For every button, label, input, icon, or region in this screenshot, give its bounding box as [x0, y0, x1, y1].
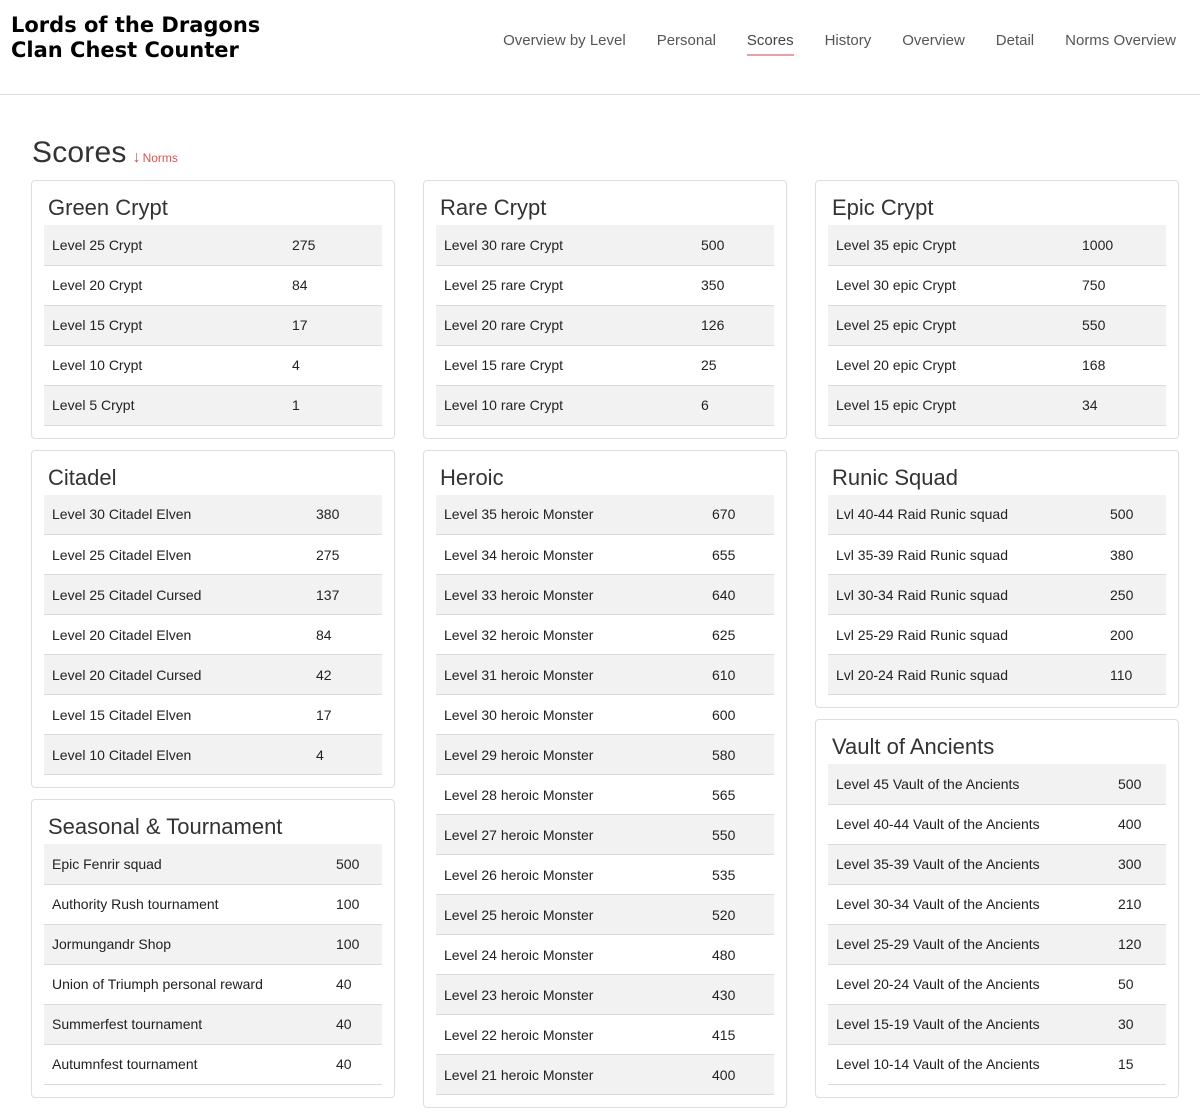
score-table [436, 225, 774, 426]
score-label: Level 27 heroic Monster [436, 815, 704, 855]
score-label: Level 20 rare Crypt [436, 305, 693, 345]
table-row [828, 884, 1166, 924]
score-value: 580 [704, 735, 774, 775]
main-nav [503, 31, 1176, 56]
score-value: 6 [693, 385, 774, 425]
score-label: Level 30 rare Crypt [436, 225, 693, 265]
score-value: 4 [284, 345, 382, 385]
card-title: Citadel [48, 464, 117, 490]
score-value: 42 [308, 655, 382, 695]
score-value: 550 [1074, 305, 1166, 345]
score-value: 380 [308, 495, 382, 535]
table-row [828, 764, 1166, 804]
card-seasonal-tournament [31, 799, 395, 1098]
table-row [828, 575, 1166, 615]
score-label: Level 10-14 Vault of the Ancients [828, 1044, 1110, 1084]
table-row [436, 385, 774, 425]
card-epic-crypt [815, 180, 1179, 439]
score-label: Level 25 Crypt [44, 225, 284, 265]
score-label: Level 10 Crypt [44, 345, 284, 385]
score-label: Level 15-19 Vault of the Ancients [828, 1004, 1110, 1044]
table-row [828, 535, 1166, 575]
table-row [436, 305, 774, 345]
score-table [828, 495, 1166, 696]
score-label: Lvl 20-24 Raid Runic squad [828, 655, 1102, 695]
table-row [436, 1015, 774, 1055]
nav-detail[interactable]: Detail [995, 32, 1035, 49]
card-title: Seasonal & Tournament [48, 814, 283, 839]
score-value: 168 [1074, 345, 1166, 385]
card-green-crypt [31, 180, 395, 439]
score-label: Level 40-44 Vault of the Ancients [828, 804, 1110, 844]
table-row [828, 265, 1166, 305]
score-label: Level 20 Citadel Cursed [44, 655, 308, 695]
table-row [436, 345, 774, 385]
score-label: Level 20 epic Crypt [828, 345, 1074, 385]
score-label: Level 10 Citadel Elven [44, 735, 308, 775]
score-label: Level 35-39 Vault of the Ancients [828, 844, 1110, 884]
table-row [436, 775, 774, 815]
score-value: 640 [704, 575, 774, 615]
score-value: 4 [308, 735, 382, 775]
score-table [44, 844, 382, 1085]
nav-overview[interactable]: Overview [902, 32, 965, 49]
score-table [44, 225, 382, 426]
score-value: 110 [1102, 655, 1166, 695]
table-row [44, 385, 382, 425]
card-runic-squad [815, 450, 1179, 709]
arrow-down-icon: ↓ [132, 149, 141, 166]
score-label: Level 26 heroic Monster [436, 855, 704, 895]
score-label: Level 30 Citadel Elven [44, 495, 308, 535]
score-label: Level 21 heroic Monster [436, 1055, 704, 1095]
score-value: 535 [704, 855, 774, 895]
card-rare-crypt [423, 180, 787, 439]
score-label: Level 25 heroic Monster [436, 895, 704, 935]
column-right [815, 180, 1179, 1109]
score-value: 210 [1110, 884, 1166, 924]
score-value: 137 [308, 575, 382, 615]
score-value: 415 [704, 1015, 774, 1055]
score-label: Level 45 Vault of the Ancients [828, 764, 1110, 804]
score-value: 520 [704, 895, 774, 935]
score-value: 750 [1074, 265, 1166, 305]
table-row [828, 495, 1166, 535]
table-row [436, 615, 774, 655]
table-row [436, 535, 774, 575]
table-row [44, 495, 382, 535]
score-value: 610 [704, 655, 774, 695]
score-label: Level 15 epic Crypt [828, 385, 1074, 425]
score-label: Epic Fenrir squad [44, 844, 328, 884]
score-label: Level 25 rare Crypt [436, 265, 693, 305]
card-title: Rare Crypt [440, 195, 547, 220]
score-value: 500 [1110, 764, 1166, 804]
score-label: Summerfest tournament [44, 1004, 328, 1044]
score-value: 400 [704, 1055, 774, 1095]
score-value: 100 [328, 884, 382, 924]
score-value: 34 [1074, 385, 1166, 425]
score-label: Level 25-29 Vault of the Ancients [828, 924, 1110, 964]
score-value: 17 [284, 305, 382, 345]
score-label: Level 34 heroic Monster [436, 535, 704, 575]
score-value: 655 [704, 535, 774, 575]
score-label: Level 31 heroic Monster [436, 655, 704, 695]
table-row [436, 975, 774, 1015]
score-label: Level 15 rare Crypt [436, 345, 693, 385]
table-row [828, 924, 1166, 964]
score-value: 670 [704, 495, 774, 535]
table-row [828, 844, 1166, 884]
score-label: Level 30-34 Vault of the Ancients [828, 884, 1110, 924]
table-row [44, 1004, 382, 1044]
score-label: Level 20 Citadel Elven [44, 615, 308, 655]
nav-personal[interactable]: Personal [656, 32, 716, 49]
brand-logo[interactable] [11, 13, 260, 63]
score-value: 430 [704, 975, 774, 1015]
norms-link-label: Norms [142, 151, 178, 165]
score-value: 1 [284, 385, 382, 425]
score-label: Authority Rush tournament [44, 884, 328, 924]
score-value: 126 [693, 305, 774, 345]
table-row [44, 265, 382, 305]
table-row [44, 884, 382, 924]
score-value: 17 [308, 695, 382, 735]
score-value: 250 [1102, 575, 1166, 615]
score-label: Lvl 25-29 Raid Runic squad [828, 615, 1102, 655]
table-row [828, 655, 1166, 695]
score-value: 120 [1110, 924, 1166, 964]
score-label: Level 10 rare Crypt [436, 385, 693, 425]
score-value: 40 [328, 1044, 382, 1084]
score-label: Level 32 heroic Monster [436, 615, 704, 655]
score-label: Level 22 heroic Monster [436, 1015, 704, 1055]
table-row [44, 305, 382, 345]
card-vault-of-ancients [815, 719, 1179, 1098]
table-row [828, 804, 1166, 844]
table-row [436, 1055, 774, 1095]
table-row [436, 575, 774, 615]
table-row [828, 225, 1166, 265]
score-value: 25 [693, 345, 774, 385]
score-table [436, 495, 774, 1096]
score-value: 565 [704, 775, 774, 815]
score-label: Level 20 Crypt [44, 265, 284, 305]
brand-line-1: Lords of the Dragons [11, 13, 261, 37]
score-value: 625 [704, 615, 774, 655]
table-row [828, 964, 1166, 1004]
score-value: 30 [1110, 1004, 1166, 1044]
table-row [44, 1044, 382, 1084]
score-value: 480 [704, 935, 774, 975]
table-row [436, 655, 774, 695]
table-row [44, 655, 382, 695]
brand-line-2: Clan Chest Counter [11, 38, 239, 62]
table-row [436, 225, 774, 265]
table-row [44, 924, 382, 964]
table-row [828, 345, 1166, 385]
column-left [31, 180, 395, 1109]
page-title: Scores [32, 136, 127, 169]
score-label: Level 30 heroic Monster [436, 695, 704, 735]
score-value: 600 [704, 695, 774, 735]
column-middle [423, 180, 787, 1119]
score-value: 300 [1110, 844, 1166, 884]
table-row [436, 935, 774, 975]
score-label: Level 23 heroic Monster [436, 975, 704, 1015]
table-row [828, 385, 1166, 425]
table-row [436, 855, 774, 895]
score-value: 50 [1110, 964, 1166, 1004]
score-table [828, 764, 1166, 1085]
score-value: 84 [284, 265, 382, 305]
score-value: 275 [284, 225, 382, 265]
norms-link[interactable] [133, 149, 178, 167]
card-title: Vault of Ancients [832, 734, 995, 759]
score-value: 500 [328, 844, 382, 884]
card-title: Heroic [440, 464, 504, 490]
header [0, 0, 1200, 95]
score-label: Jormungandr Shop [44, 924, 328, 964]
card-citadel [31, 450, 395, 789]
table-row [44, 615, 382, 655]
score-value: 40 [328, 1004, 382, 1044]
nav-norms-overview[interactable]: Norms Overview [1065, 32, 1176, 49]
score-value: 550 [704, 815, 774, 855]
table-row [44, 964, 382, 1004]
nav-scores[interactable]: Scores [747, 31, 794, 56]
score-value: 350 [693, 265, 774, 305]
score-label: Lvl 35-39 Raid Runic squad [828, 535, 1102, 575]
score-value: 500 [1102, 495, 1166, 535]
nav-history[interactable]: History [824, 32, 872, 49]
score-label: Level 15 Citadel Elven [44, 695, 308, 735]
card-title: Epic Crypt [832, 195, 934, 220]
score-value: 100 [328, 924, 382, 964]
table-row [828, 305, 1166, 345]
table-row [436, 815, 774, 855]
score-label: Level 29 heroic Monster [436, 735, 704, 775]
score-label: Level 28 heroic Monster [436, 775, 704, 815]
table-row [44, 535, 382, 575]
score-value: 1000 [1074, 225, 1166, 265]
score-table [828, 225, 1166, 426]
score-label: Level 15 Crypt [44, 305, 284, 345]
score-label: Level 25 epic Crypt [828, 305, 1074, 345]
card-heroic [423, 450, 787, 1109]
table-row [828, 1004, 1166, 1044]
score-label: Lvl 30-34 Raid Runic squad [828, 575, 1102, 615]
table-row [436, 695, 774, 735]
score-label: Level 25 Citadel Cursed [44, 575, 308, 615]
score-label: Autumnfest tournament [44, 1044, 328, 1084]
score-label: Level 30 epic Crypt [828, 265, 1074, 305]
score-table [44, 495, 382, 776]
table-row [436, 895, 774, 935]
score-label: Lvl 40-44 Raid Runic squad [828, 495, 1102, 535]
score-label: Union of Triumph personal reward [44, 964, 328, 1004]
score-label: Level 5 Crypt [44, 385, 284, 425]
table-row [44, 735, 382, 775]
table-row [44, 345, 382, 385]
nav-overview-by-level[interactable]: Overview by Level [503, 32, 626, 49]
score-value: 380 [1102, 535, 1166, 575]
table-row [44, 695, 382, 735]
table-row [436, 495, 774, 535]
score-value: 84 [308, 615, 382, 655]
table-row [436, 265, 774, 305]
score-label: Level 24 heroic Monster [436, 935, 704, 975]
score-label: Level 35 heroic Monster [436, 495, 704, 535]
card-title: Green Crypt [48, 195, 168, 220]
score-value: 500 [693, 225, 774, 265]
table-row [436, 735, 774, 775]
score-value: 275 [308, 535, 382, 575]
page-heading [32, 136, 178, 170]
score-value: 40 [328, 964, 382, 1004]
table-row [44, 225, 382, 265]
score-value: 200 [1102, 615, 1166, 655]
card-title: Runic Squad [832, 464, 958, 490]
table-row [828, 615, 1166, 655]
score-label: Level 20-24 Vault of the Ancients [828, 964, 1110, 1004]
table-row [44, 575, 382, 615]
score-label: Level 25 Citadel Elven [44, 535, 308, 575]
table-row [44, 844, 382, 884]
score-value: 400 [1110, 804, 1166, 844]
score-label: Level 35 epic Crypt [828, 225, 1074, 265]
score-label: Level 33 heroic Monster [436, 575, 704, 615]
table-row [828, 1044, 1166, 1084]
score-value: 15 [1110, 1044, 1166, 1084]
